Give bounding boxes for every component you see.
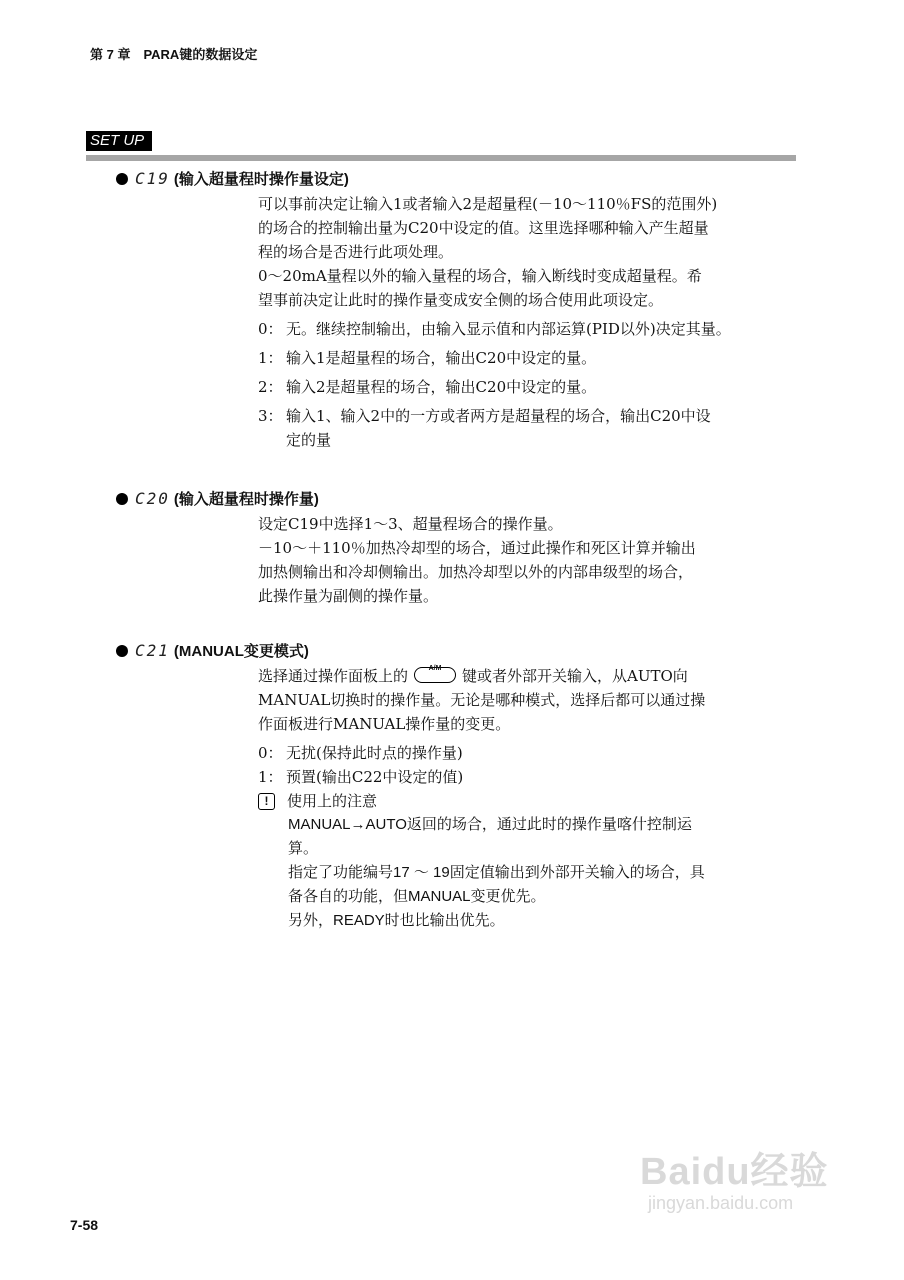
- c19-code: C19: [135, 169, 170, 188]
- option-text: 无。继续控制输出，由输入显示值和内部运算(PID以外)决定其量。: [286, 320, 731, 338]
- c21-line1-pre: 选择通过操作面板上的: [258, 667, 409, 685]
- note-line: 指定了功能编号17 ～ 19固定值输出到外部开关输入的场合，具: [288, 864, 705, 881]
- c19-option: [258, 404, 798, 428]
- c20-heading: [116, 488, 319, 509]
- option-number: 1：: [258, 349, 283, 367]
- chapter-header: 第 7 章 PARA键的数据设定: [90, 47, 258, 62]
- c20-line: 此操作量为副侧的操作量。: [258, 587, 439, 605]
- option-text: 输入2是超量程的场合，输出C20中设定的量。: [286, 378, 597, 396]
- c19-option: [258, 317, 798, 341]
- option-number: 1：: [258, 768, 283, 786]
- section-rule: [86, 155, 796, 161]
- note-line: 算。: [288, 840, 319, 857]
- c19-option: [258, 346, 798, 370]
- note-line: 另外，READY时也比输出优先。: [288, 912, 505, 929]
- c21-note-heading: [258, 789, 798, 813]
- option-text: 输入1、输入2中的一方或者两方是超量程的场合，输出C20中设: [286, 407, 711, 425]
- am-key-icon: [414, 667, 456, 683]
- c19-option-cont: 定的量: [286, 431, 332, 449]
- watermark: [640, 1140, 850, 1240]
- c21-body: [258, 664, 798, 933]
- c19-line: 0～20mA量程以外的输入量程的场合，输入断线时变成超量程。希: [258, 267, 702, 285]
- c21-heading: [116, 640, 309, 661]
- c19-title: (输入超量程时操作量设定): [173, 171, 349, 188]
- bullet-icon: [116, 645, 128, 657]
- c21-option: [258, 741, 798, 765]
- bullet-icon: [116, 173, 128, 185]
- c19-option: [258, 375, 798, 399]
- watermark-url: jingyan.baidu.com: [648, 1193, 794, 1213]
- c19-body: [258, 192, 798, 452]
- bullet-icon: [116, 493, 128, 505]
- c20-line: －10～＋110％加热冷却型的场合，通过此操作和死区计算并输出: [258, 539, 696, 557]
- c21-line: [258, 664, 798, 688]
- am-key-label: A/M: [428, 665, 442, 672]
- c19-heading: [116, 168, 349, 189]
- page-number: 7-58: [70, 1217, 99, 1233]
- c19-line: 望事前决定让此时的操作量变成安全侧的场合使用此项设定。: [258, 291, 664, 309]
- c21-line: MANUAL切换时的操作量。无论是哪种模式，选择后都可以通过操: [258, 691, 706, 709]
- c19-line: 的场合的控制输出量为C20中设定的值。这里选择哪种输入产生超量: [258, 219, 709, 237]
- option-number: 0：: [258, 320, 283, 338]
- c20-line: 加热侧输出和冷却侧输出。加热冷却型以外的内部串级型的场合，: [258, 563, 694, 581]
- c20-code: C20: [135, 489, 170, 508]
- c21-note-body: [258, 813, 798, 933]
- c21-line: 作面板进行MANUAL操作量的变更。: [258, 715, 511, 733]
- note-line: 备各自的功能，但MANUAL变更优先。: [288, 888, 546, 905]
- c20-title: (输入超量程时操作量): [173, 491, 319, 508]
- option-text: 预置(输出C22中设定的值): [286, 768, 464, 786]
- option-text: 无扰(保持此时点的操作量): [286, 744, 463, 762]
- c21-line1-post: 键或者外部开关输入，从AUTO向: [462, 667, 688, 685]
- option-number: 0：: [258, 744, 283, 762]
- c19-line: 程的场合是否进行此项处理。: [258, 243, 454, 261]
- caution-icon: !: [258, 793, 275, 810]
- section-tag: SET UP: [86, 131, 152, 151]
- c21-title: (MANUAL变更模式): [173, 643, 309, 660]
- c20-line: 设定C19中选择1～3、超量程场合的操作量。: [258, 515, 563, 533]
- option-number: 2：: [258, 378, 283, 396]
- c21-option: [258, 765, 798, 789]
- c19-line: 可以事前决定让输入1或者输入2是超量程(－10～110％FS的范围外): [258, 195, 718, 213]
- c20-body: [258, 512, 798, 608]
- c21-code: C21: [135, 641, 170, 660]
- note-line: MANUAL→AUTO返回的场合，通过此时的操作量喀什控制运: [288, 816, 692, 833]
- option-number: 3：: [258, 407, 283, 425]
- note-title: 使用上的注意: [287, 792, 378, 810]
- option-text: 输入1是超量程的场合，输出C20中设定的量。: [286, 349, 597, 367]
- watermark-logo: Baidu经验: [640, 1151, 829, 1193]
